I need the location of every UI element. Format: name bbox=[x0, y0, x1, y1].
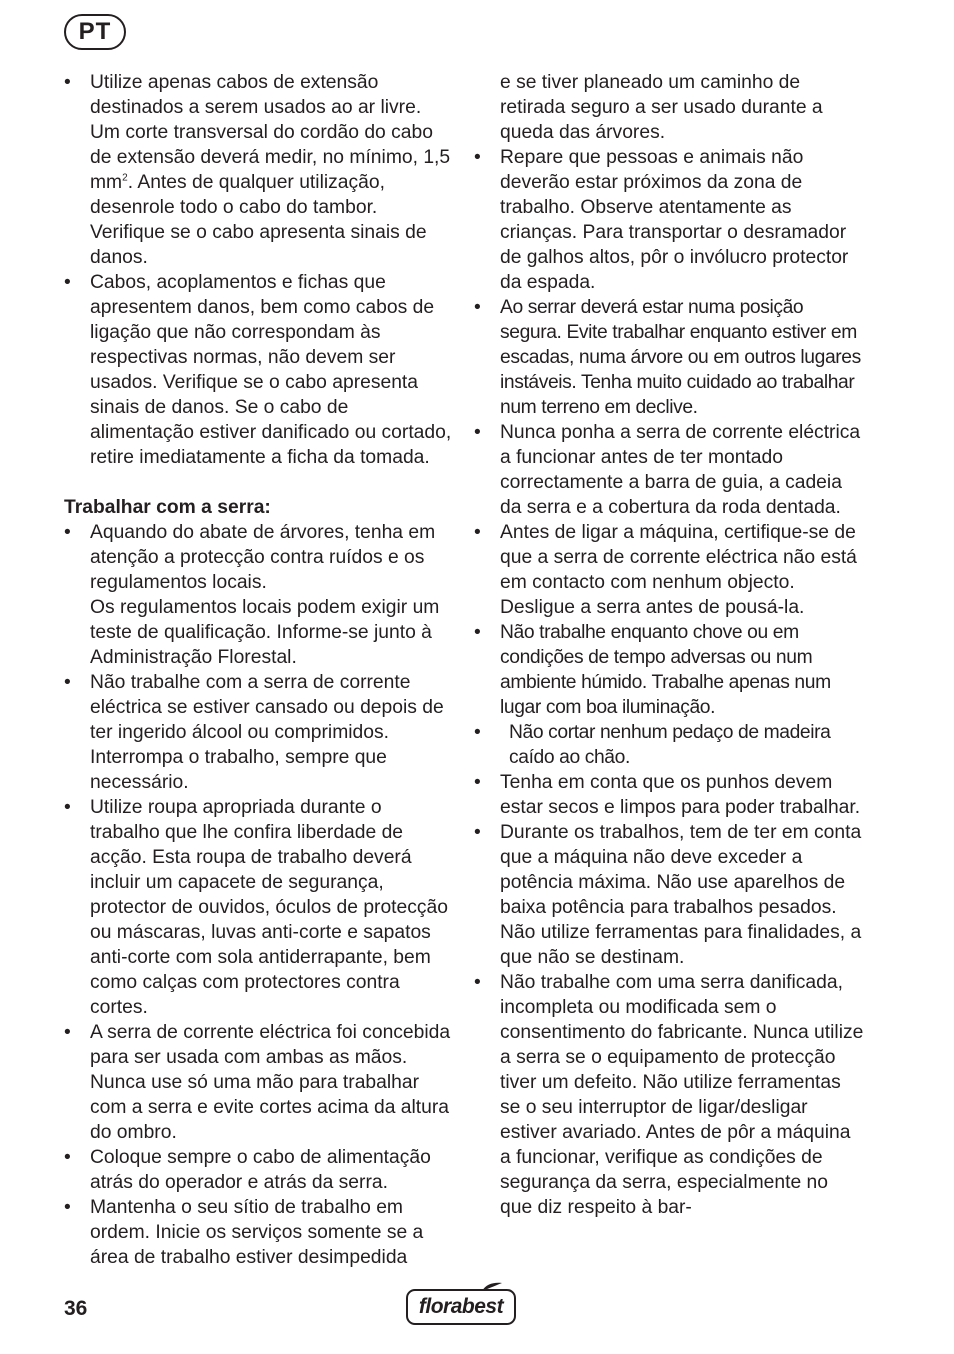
item-text: Coloque sempre o cabo de alimentação atrás do operador e atrás da serra. bbox=[90, 1147, 431, 1193]
right-column bbox=[474, 70, 864, 1220]
bullet: • bbox=[474, 522, 481, 543]
list-item bbox=[64, 795, 454, 1020]
item-text: Cabos, acoplamentos e fichas que apresentem danos, bem como cabos de ligação que não correspondam às respectivas normas, não devem ser usados. Verifique se o cabo apresenta sinais de danos. Se o cabo de alimentação estiver danificado ou cortado, retire imediatamente a ficha da tomada. bbox=[90, 272, 452, 468]
item-text: A serra de corrente eléctrica foi concebida para ser usada com ambas as mãos. Nunca use só uma mão para trabalhar com a serra e evite cortes acima da altura do ombro. bbox=[90, 1022, 451, 1143]
list-item bbox=[474, 420, 864, 520]
left-column bbox=[64, 70, 454, 1270]
item-text: Não trabalhe enquanto chove ou em condições de tempo adversas ou num ambiente húmido. Trabalhe apenas num lugar com boa iluminação. bbox=[500, 622, 831, 718]
bullet: • bbox=[474, 147, 481, 168]
list-item bbox=[474, 520, 864, 620]
list-item bbox=[474, 820, 864, 970]
item-extra-text: Os regulamentos locais podem exigir um teste de qualificação. Informe-se junto à Administração Florestal. bbox=[90, 597, 440, 668]
section-heading: Trabalhar com a serra: bbox=[64, 497, 271, 518]
bullet: • bbox=[474, 722, 481, 743]
list-item bbox=[474, 770, 864, 820]
bullet: • bbox=[64, 1147, 71, 1168]
bullet: • bbox=[474, 622, 481, 643]
bullet: • bbox=[64, 797, 71, 818]
list-item bbox=[64, 1195, 454, 1270]
item-text: Não trabalhe com uma serra danificada, incompleta ou modificada sem o consentimento do fabricante. Nunca utilize a serra se o equipamento de protecção tiver um defeito. Não utilize ferramentas se o seu interruptor de ligar/desligar estiver avariado. Antes de pôr a máquina a funcionar, verifique as condições de segurança da serra, especialmente no que diz respeito à bar- bbox=[500, 972, 864, 1218]
superscript: 2 bbox=[122, 172, 128, 184]
item-text: Aquando do abate de árvores, tenha em atenção a protecção contra ruídos e os regulamentos locais. bbox=[90, 522, 436, 593]
page-number: 36 bbox=[64, 1297, 88, 1320]
item-text: Antes de ligar a máquina, certifique-se de que a serra de corrente eléctrica não está em contacto com nenhum objecto. Desligue a serra antes de pousá-la. bbox=[500, 522, 857, 618]
bullet: • bbox=[474, 972, 481, 993]
bullet: • bbox=[474, 297, 481, 318]
bullet: • bbox=[474, 422, 481, 443]
item-text: Repare que pessoas e animais não deverão estar próximos da zona de trabalho. Observe atentamente as crianças. Para transportar o desramador de galhos altos, pôr o invólucro protector da espada. bbox=[500, 147, 849, 293]
brand-logo bbox=[406, 1289, 516, 1325]
list-item bbox=[64, 520, 454, 670]
item-text: Mantenha o seu sítio de trabalho em ordem. Inicie os serviços somente se a área de trabalho estiver desimpedida bbox=[90, 1197, 424, 1268]
item-text: Tenha em conta que os punhos devem estar secos e limpos para poder trabalhar. bbox=[500, 772, 861, 818]
bullet: • bbox=[474, 822, 481, 843]
list-item bbox=[64, 670, 454, 795]
brand-name: florabest bbox=[418, 1295, 504, 1318]
list-item bbox=[474, 145, 864, 295]
bullet: • bbox=[64, 522, 71, 543]
list-item bbox=[474, 620, 864, 720]
bullet: • bbox=[64, 1197, 71, 1218]
list-item-continuation bbox=[474, 70, 864, 145]
bullet: • bbox=[474, 772, 481, 793]
item-text: Nunca ponha a serra de corrente eléctrica a funcionar antes de ter montado correctamente a barra de guia, a cadeia da serra e a cobertura da roda dentada. bbox=[500, 422, 861, 518]
list-item bbox=[64, 1145, 454, 1195]
bullet: • bbox=[64, 72, 71, 93]
list-item bbox=[64, 270, 454, 470]
list-item bbox=[64, 1020, 454, 1145]
bullet: • bbox=[64, 672, 71, 693]
list-item bbox=[474, 720, 864, 770]
language-badge: PT bbox=[64, 14, 126, 50]
list-item bbox=[474, 970, 864, 1220]
list-item bbox=[474, 295, 864, 420]
item-text: Utilize roupa apropriada durante o trabalho que lhe confira liberdade de acção. Esta roupa de trabalho deverá incluir um capacete de segurança, protector de ouvidos, óculos de protecção ou máscaras, luvas anti-corte e sapatos anti-corte com sola antiderrapante, bem como calças com protectores contra cortes. bbox=[90, 797, 448, 1018]
item-text: Não trabalhe com a serra de corrente eléctrica se estiver cansado ou depois de ter ingerido álcool ou comprimidos. Interrompa o trabalho, sempre que necessário. bbox=[90, 672, 444, 793]
list-item bbox=[64, 70, 454, 270]
leaf-icon bbox=[480, 1282, 504, 1292]
bullet: • bbox=[64, 272, 71, 293]
item-text: Não cortar nenhum pedaço de madeira caído ao chão. bbox=[509, 722, 831, 768]
item-text: Durante os trabalhos, tem de ter em conta que a máquina não deve exceder a potência máxima. Não use aparelhos de baixa potência para trabalhos pesados. Não utilize ferramentas para finalidades, a que não se destinam. bbox=[500, 822, 862, 968]
item-text: Ao serrar deverá estar numa posição segura. Evite trabalhar enquanto estiver em escadas, numa árvore ou em outros lugares instáveis. Tenha muito cuidado ao trabalhar num terreno em declive. bbox=[500, 297, 861, 418]
item-text-cont: . Antes de qualquer utilização, desenrole todo o cabo do tambor. Verifique se o cabo apresenta sinais de danos. bbox=[90, 172, 427, 268]
item-text: e se tiver planeado um caminho de retirada seguro a ser usado durante a queda das árvores. bbox=[500, 72, 823, 143]
item-text: Utilize apenas cabos de extensão destinados a serem usados ao ar livre. Um corte transversal do cordão do cabo de extensão deverá medir, no mínimo, 1,5 mm bbox=[90, 72, 451, 193]
bullet: • bbox=[64, 1022, 71, 1043]
